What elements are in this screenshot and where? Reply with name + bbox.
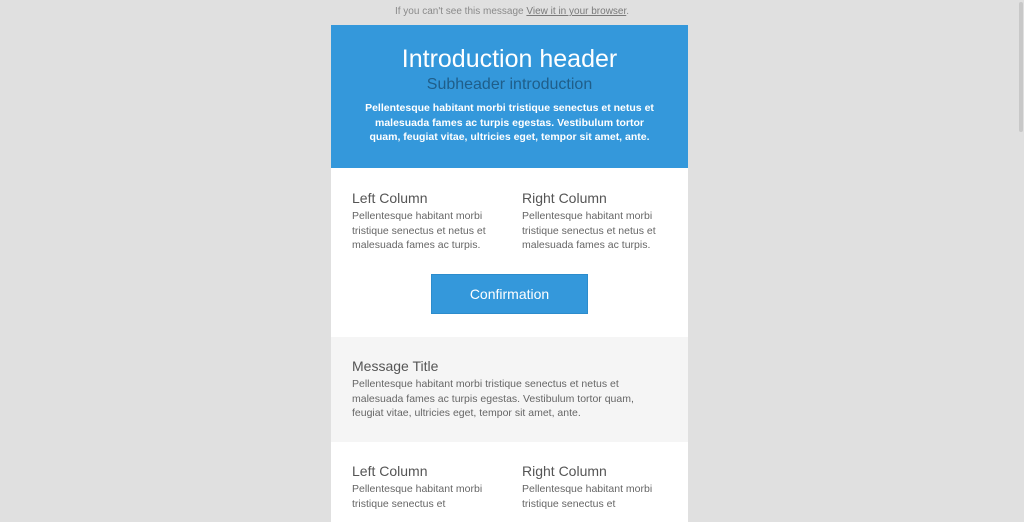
intro-subheader: Subheader introduction <box>426 76 593 93</box>
two-column-section <box>331 168 688 337</box>
columns-row-2 <box>352 463 667 511</box>
preheader <box>0 6 1024 17</box>
right-column-2 <box>522 463 667 511</box>
scrollbar-thumb[interactable] <box>1019 2 1023 132</box>
intro-header: Introduction header <box>401 45 618 73</box>
view-in-browser-link[interactable]: View it in your browser <box>526 6 627 17</box>
two-column-section-2 <box>331 442 688 522</box>
columns-row <box>352 190 667 253</box>
email-container <box>331 25 688 522</box>
right-column-2-text: Pellentesque habitant morbi tristique senectus et <box>522 483 653 510</box>
message-title: Message Title <box>352 358 439 374</box>
hero-section <box>331 25 688 168</box>
preheader-suffix: . <box>626 6 630 17</box>
left-column-title: Left Column <box>352 190 428 206</box>
right-column <box>522 190 667 253</box>
left-column-text: Pellentesque habitant morbi tristique senectus et netus et malesuada fames ac turpis. <box>352 210 486 251</box>
message-text: Pellentesque habitant morbi tristique senectus et netus et malesuada fames ac turpis egestas. Vestibulum tortor quam, feugiat vitae, ultricies eget, tempor sit amet, ante. <box>352 378 634 419</box>
left-column-2 <box>352 463 497 511</box>
confirmation-button[interactable]: Confirmation <box>431 274 588 314</box>
message-section <box>331 337 688 442</box>
right-column-2-title: Right Column <box>522 463 607 479</box>
left-column <box>352 190 497 253</box>
preheader-text: If you can't see this message <box>394 6 524 17</box>
right-column-text: Pellentesque habitant morbi tristique senectus et netus et malesuada fames ac turpis. <box>522 210 656 251</box>
right-column-title: Right Column <box>522 190 607 206</box>
left-column-2-text: Pellentesque habitant morbi tristique senectus et <box>352 483 483 510</box>
page-scrollbar[interactable] <box>1018 0 1024 514</box>
intro-body: Pellentesque habitant morbi tristique senectus et netus et malesuada fames ac turpis egestas. Vestibulum tortor quam, feugiat vitae, ultricies eget, tempor sit amet, ante. <box>365 102 654 143</box>
left-column-2-title: Left Column <box>352 463 428 479</box>
